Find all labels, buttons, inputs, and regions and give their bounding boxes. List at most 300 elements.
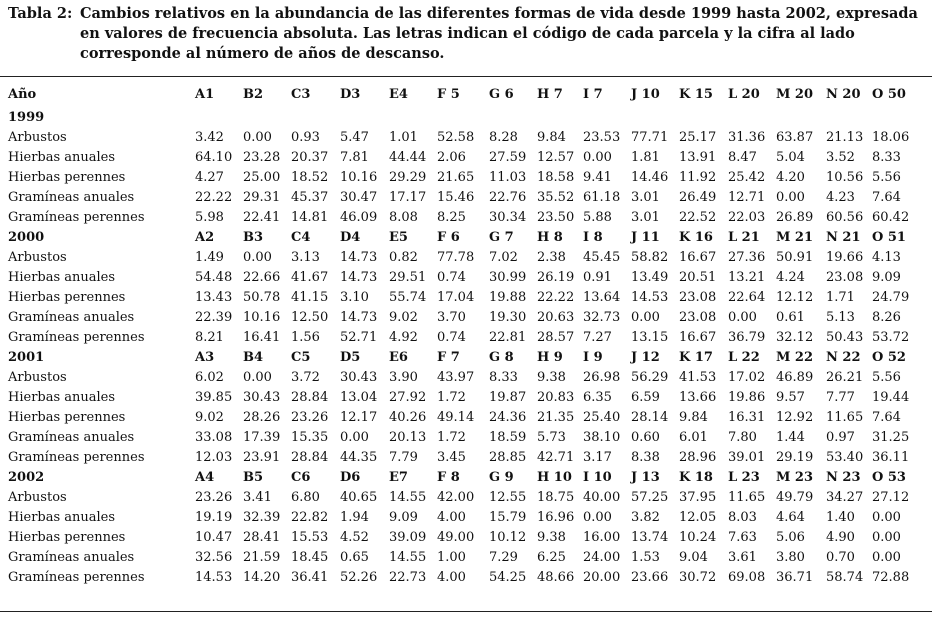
cell-value: 4.92 [389,330,418,345]
plot-code: L 21 [728,230,760,245]
cell-value: 9.84 [679,410,708,425]
cell-value: 10.16 [243,310,281,325]
cell-value: 18.59 [489,430,527,445]
cell-value: 26.89 [776,210,814,225]
cell-value: 14.73 [340,270,378,285]
year-row [8,108,922,128]
table-row [8,168,922,188]
cell-value: 52.71 [340,330,378,345]
header-plot-code: A1 [195,87,215,102]
cell-value: 46.09 [340,210,378,225]
cell-value: 1.72 [437,390,466,405]
cell-value: 18.75 [537,490,575,505]
cell-value: 20.63 [537,310,575,325]
cell-value: 18.06 [872,130,910,145]
cell-value: 50.91 [776,250,814,265]
cell-value: 28.57 [537,330,575,345]
cell-value: 37.95 [679,490,717,505]
cell-value: 30.72 [679,570,717,585]
cell-value: 0.00 [728,310,757,325]
row-label: Gramíneas anuales [8,550,135,565]
row-label: Gramíneas anuales [8,310,135,325]
cell-value: 60.42 [872,210,910,225]
caption-text: Cambios relativos en la abundancia de las diferentes formas de vida desde 1999 hasta 2002, expresada en valores de frecuencia absoluta. Las letras indican el código de cada parcela y la cifra al lado corresponde al número de años de descanso. [80,5,918,62]
cell-value: 18.58 [537,170,575,185]
cell-value: 5.73 [537,430,566,445]
row-label: Gramíneas anuales [8,190,135,205]
plot-code: J 11 [631,230,660,245]
cell-value: 16.41 [243,330,281,345]
cell-value: 1.56 [291,330,320,345]
cell-value: 39.85 [195,390,233,405]
header-plot-code: H 7 [537,87,563,102]
year-label: 2001 [8,350,45,365]
cell-value: 3.41 [243,490,272,505]
cell-value: 32.56 [195,550,233,565]
plot-code: F 8 [437,470,460,485]
cell-value: 4.00 [437,510,466,525]
cell-value: 4.23 [826,190,855,205]
cell-value: 18.52 [291,170,329,185]
cell-value: 8.38 [631,450,660,465]
cell-value: 6.59 [631,390,660,405]
plot-code [195,108,243,128]
cell-value: 3.45 [437,450,466,465]
cell-value: 38.10 [583,430,621,445]
cell-value: 10.56 [826,170,864,185]
table-row [8,208,922,228]
cell-value: 25.42 [728,170,766,185]
cell-value: 8.28 [489,130,518,145]
row-label: Arbustos [8,370,67,385]
row-label: Hierbas anuales [8,270,116,285]
header-plot-code: D3 [340,87,361,102]
cell-value: 14.73 [340,250,378,265]
table-row [8,388,922,408]
table-bottom-rule [0,611,932,612]
cell-value: 50.43 [826,330,864,345]
cell-value: 9.38 [537,370,566,385]
cell-value: 5.04 [776,150,805,165]
cell-value: 14.55 [389,490,427,505]
cell-value: 60.56 [826,210,864,225]
cell-value: 42.71 [537,450,575,465]
cell-value: 40.26 [389,410,427,425]
header-year: Año [8,87,37,102]
cell-value: 35.52 [537,190,575,205]
cell-value: 6.02 [195,370,224,385]
cell-value: 22.82 [291,510,329,525]
cell-value: 21.35 [537,410,575,425]
cell-value: 30.34 [489,210,527,225]
cell-value: 13.49 [631,270,669,285]
cell-value: 12.03 [195,450,233,465]
cell-value: 7.64 [872,410,901,425]
cell-value: 11.92 [679,170,717,185]
table-row [8,148,922,168]
cell-value: 15.79 [489,510,527,525]
cell-value: 13.43 [195,290,233,305]
plot-code: H 8 [537,230,563,245]
plot-code: C4 [291,230,311,245]
cell-value: 63.87 [776,130,814,145]
cell-value: 15.53 [291,530,329,545]
cell-value: 6.01 [679,430,708,445]
cell-value: 13.66 [679,390,717,405]
caption-label: Tabla 2: [8,5,73,22]
cell-value: 77.71 [631,130,669,145]
cell-value: 39.01 [728,450,766,465]
cell-value: 19.44 [872,390,910,405]
cell-value: 25.00 [243,170,281,185]
cell-value: 52.26 [340,570,378,585]
cell-value: 19.86 [728,390,766,405]
cell-value: 27.59 [489,150,527,165]
cell-value: 12.17 [340,410,378,425]
cell-value: 8.26 [872,310,901,325]
table-row [8,308,922,328]
cell-value: 14.20 [243,570,281,585]
cell-value: 21.59 [243,550,281,565]
cell-value: 23.26 [291,410,329,425]
plot-code: H 10 [537,470,572,485]
plot-code: N 21 [826,230,861,245]
cell-value: 22.22 [537,290,575,305]
cell-value: 19.19 [195,510,233,525]
cell-value: 8.21 [195,330,224,345]
cell-value: 49.14 [437,410,475,425]
cell-value: 24.79 [872,290,910,305]
cell-value: 1.53 [631,550,660,565]
cell-value: 8.08 [389,210,418,225]
cell-value: 40.00 [583,490,621,505]
cell-value: 1.44 [776,430,805,445]
cell-value: 15.46 [437,190,475,205]
cell-value: 28.41 [243,530,281,545]
cell-value: 4.00 [437,570,466,585]
cell-value: 30.47 [340,190,378,205]
plot-code: O 51 [872,230,906,245]
cell-value: 21.13 [826,130,864,145]
cell-value: 25.40 [583,410,621,425]
year-label: 2000 [8,230,45,245]
cell-value: 36.11 [872,450,910,465]
cell-value: 9.04 [679,550,708,565]
cell-value: 14.73 [340,310,378,325]
cell-value: 48.66 [537,570,575,585]
cell-value: 72.88 [872,570,910,585]
cell-value: 19.30 [489,310,527,325]
plot-code: M 23 [776,470,814,485]
cell-value: 9.09 [872,270,901,285]
cell-value: 3.42 [195,130,224,145]
cell-value: 3.52 [826,150,855,165]
cell-value: 12.05 [679,510,717,525]
plot-code [537,108,583,128]
cell-value: 11.65 [826,410,864,425]
cell-value: 26.19 [537,270,575,285]
cell-value: 17.04 [437,290,475,305]
table-row [8,288,922,308]
cell-value: 5.88 [583,210,612,225]
plot-code: A2 [195,230,215,245]
cell-value: 3.90 [389,370,418,385]
cell-value: 9.38 [537,530,566,545]
cell-value: 7.27 [583,330,612,345]
cell-value: 49.79 [776,490,814,505]
cell-value: 12.57 [537,150,575,165]
plot-code: K 17 [679,350,713,365]
cell-value: 11.03 [489,170,527,185]
cell-value: 5.56 [872,370,901,385]
cell-value: 7.02 [489,250,518,265]
cell-value: 1.01 [389,130,418,145]
cell-value: 7.64 [872,190,901,205]
header-row [8,82,922,108]
cell-value: 0.65 [340,550,369,565]
cell-value: 10.12 [489,530,527,545]
cell-value: 46.89 [776,370,814,385]
cell-value: 3.13 [291,250,320,265]
header-plot-code: C3 [291,87,311,102]
cell-value: 44.44 [389,150,427,165]
cell-value: 9.09 [389,510,418,525]
cell-value: 0.61 [776,310,805,325]
table-caption [8,4,932,64]
cell-value: 23.50 [537,210,575,225]
table-row [8,188,922,208]
plot-code: O 52 [872,350,906,365]
header-plot-code: N 20 [826,87,861,102]
plot-code: E5 [389,230,408,245]
cell-value: 50.78 [243,290,281,305]
cell-value: 22.66 [243,270,281,285]
cell-value: 18.45 [291,550,329,565]
cell-value: 8.47 [728,150,757,165]
plot-code [826,108,872,128]
cell-value: 14.81 [291,210,329,225]
cell-value: 41.15 [291,290,329,305]
cell-value: 20.13 [389,430,427,445]
plot-code: B3 [243,230,264,245]
cell-value: 12.71 [728,190,766,205]
year-label: 1999 [8,110,45,125]
cell-value: 23.26 [195,490,233,505]
cell-value: 10.24 [679,530,717,545]
cell-value: 28.26 [243,410,281,425]
plot-code [389,108,437,128]
header-plot-code: F 5 [437,87,460,102]
row-label: Hierbas perennes [8,170,126,185]
cell-value: 20.00 [583,570,621,585]
cell-value: 30.99 [489,270,527,285]
cell-value: 24.36 [489,410,527,425]
cell-value: 0.91 [583,270,612,285]
cell-value: 0.00 [243,370,272,385]
plot-code: O 53 [872,470,906,485]
row-label: Gramíneas perennes [8,330,145,345]
plot-code: F 7 [437,350,460,365]
cell-value: 33.08 [195,430,233,445]
row-label: Gramíneas perennes [8,570,145,585]
plot-code: H 9 [537,350,563,365]
cell-value: 4.64 [776,510,805,525]
cell-value: 10.16 [340,170,378,185]
cell-value: 14.46 [631,170,669,185]
cell-value: 9.02 [195,410,224,425]
cell-value: 19.88 [489,290,527,305]
cell-value: 5.13 [826,310,855,325]
cell-value: 0.97 [826,430,855,445]
cell-value: 30.43 [243,390,281,405]
cell-value: 15.35 [291,430,329,445]
header-plot-code: K 15 [679,87,713,102]
row-label: Hierbas perennes [8,530,126,545]
cell-value: 36.71 [776,570,814,585]
cell-value: 64.10 [195,150,233,165]
plot-code: C5 [291,350,311,365]
cell-value: 12.92 [776,410,814,425]
plot-code: L 22 [728,350,760,365]
header-plot-code: L 20 [728,87,760,102]
table-row [8,428,922,448]
cell-value: 12.55 [489,490,527,505]
header-plot-code: M 20 [776,87,814,102]
cell-value: 29.51 [389,270,427,285]
row-label: Arbustos [8,130,67,145]
plot-code: B4 [243,350,264,365]
cell-value: 16.67 [679,250,717,265]
cell-value: 3.82 [631,510,660,525]
cell-value: 26.98 [583,370,621,385]
cell-value: 28.84 [291,450,329,465]
cell-value: 22.64 [728,290,766,305]
cell-value: 36.79 [728,330,766,345]
cell-value: 31.36 [728,130,766,145]
cell-value: 28.84 [291,390,329,405]
cell-value: 0.74 [437,270,466,285]
row-label: Hierbas anuales [8,150,116,165]
cell-value: 0.93 [291,130,320,145]
plot-code: A3 [195,350,215,365]
cell-value: 29.31 [243,190,281,205]
table-row [8,128,922,148]
cell-value: 28.14 [631,410,669,425]
cell-value: 22.52 [679,210,717,225]
table-row [8,368,922,388]
cell-value: 31.25 [872,430,910,445]
data-table [8,82,922,588]
cell-value: 28.96 [679,450,717,465]
cell-value: 0.00 [631,310,660,325]
table-row [8,568,922,588]
cell-value: 22.22 [195,190,233,205]
cell-value: 30.43 [340,370,378,385]
cell-value: 8.33 [872,150,901,165]
cell-value: 24.00 [583,550,621,565]
cell-value: 20.83 [537,390,575,405]
cell-value: 0.00 [872,530,901,545]
header-plot-code: B2 [243,87,264,102]
plot-code: G 7 [489,230,514,245]
cell-value: 9.84 [537,130,566,145]
cell-value: 55.74 [389,290,427,305]
cell-value: 19.66 [826,250,864,265]
cell-value: 29.19 [776,450,814,465]
cell-value: 1.71 [826,290,855,305]
cell-value: 43.97 [437,370,475,385]
cell-value: 5.98 [195,210,224,225]
cell-value: 3.61 [728,550,757,565]
cell-value: 45.45 [583,250,621,265]
year-row [8,348,922,368]
plot-code: I 8 [583,230,603,245]
header-plot-code: G 6 [489,87,514,102]
cell-value: 22.73 [389,570,427,585]
cell-value: 1.72 [437,430,466,445]
cell-value: 34.27 [826,490,864,505]
cell-value: 41.53 [679,370,717,385]
plot-code [631,108,679,128]
cell-value: 26.21 [826,370,864,385]
cell-value: 3.72 [291,370,320,385]
cell-value: 8.03 [728,510,757,525]
cell-value: 22.76 [489,190,527,205]
cell-value: 5.06 [776,530,805,545]
plot-code [437,108,489,128]
cell-value: 23.53 [583,130,621,145]
row-label: Hierbas perennes [8,410,126,425]
cell-value: 0.70 [826,550,855,565]
row-label: Arbustos [8,250,67,265]
table-top-rule [0,76,932,77]
cell-value: 40.65 [340,490,378,505]
cell-value: 21.65 [437,170,475,185]
table-row [8,488,922,508]
cell-value: 49.00 [437,530,475,545]
cell-value: 17.02 [728,370,766,385]
cell-value: 1.00 [437,550,466,565]
header-plot-code: E4 [389,87,408,102]
row-label: Arbustos [8,490,67,505]
cell-value: 0.00 [872,510,901,525]
cell-value: 2.38 [537,250,566,265]
cell-value: 1.94 [340,510,369,525]
plot-code: J 12 [631,350,660,365]
cell-value: 23.28 [243,150,281,165]
cell-value: 69.08 [728,570,766,585]
cell-value: 58.82 [631,250,669,265]
cell-value: 7.79 [389,450,418,465]
cell-value: 16.96 [537,510,575,525]
cell-value: 8.33 [489,370,518,385]
cell-value: 0.60 [631,430,660,445]
cell-value: 27.36 [728,250,766,265]
plot-code: E7 [389,470,408,485]
cell-value: 0.00 [776,190,805,205]
cell-value: 0.00 [583,150,612,165]
plot-code [872,108,922,128]
cell-value: 14.53 [631,290,669,305]
cell-value: 7.63 [728,530,757,545]
cell-value: 13.21 [728,270,766,285]
cell-value: 53.40 [826,450,864,465]
plot-code: K 18 [679,470,713,485]
plot-code: G 9 [489,470,514,485]
cell-value: 32.73 [583,310,621,325]
row-label: Hierbas anuales [8,510,116,525]
cell-value: 32.39 [243,510,281,525]
